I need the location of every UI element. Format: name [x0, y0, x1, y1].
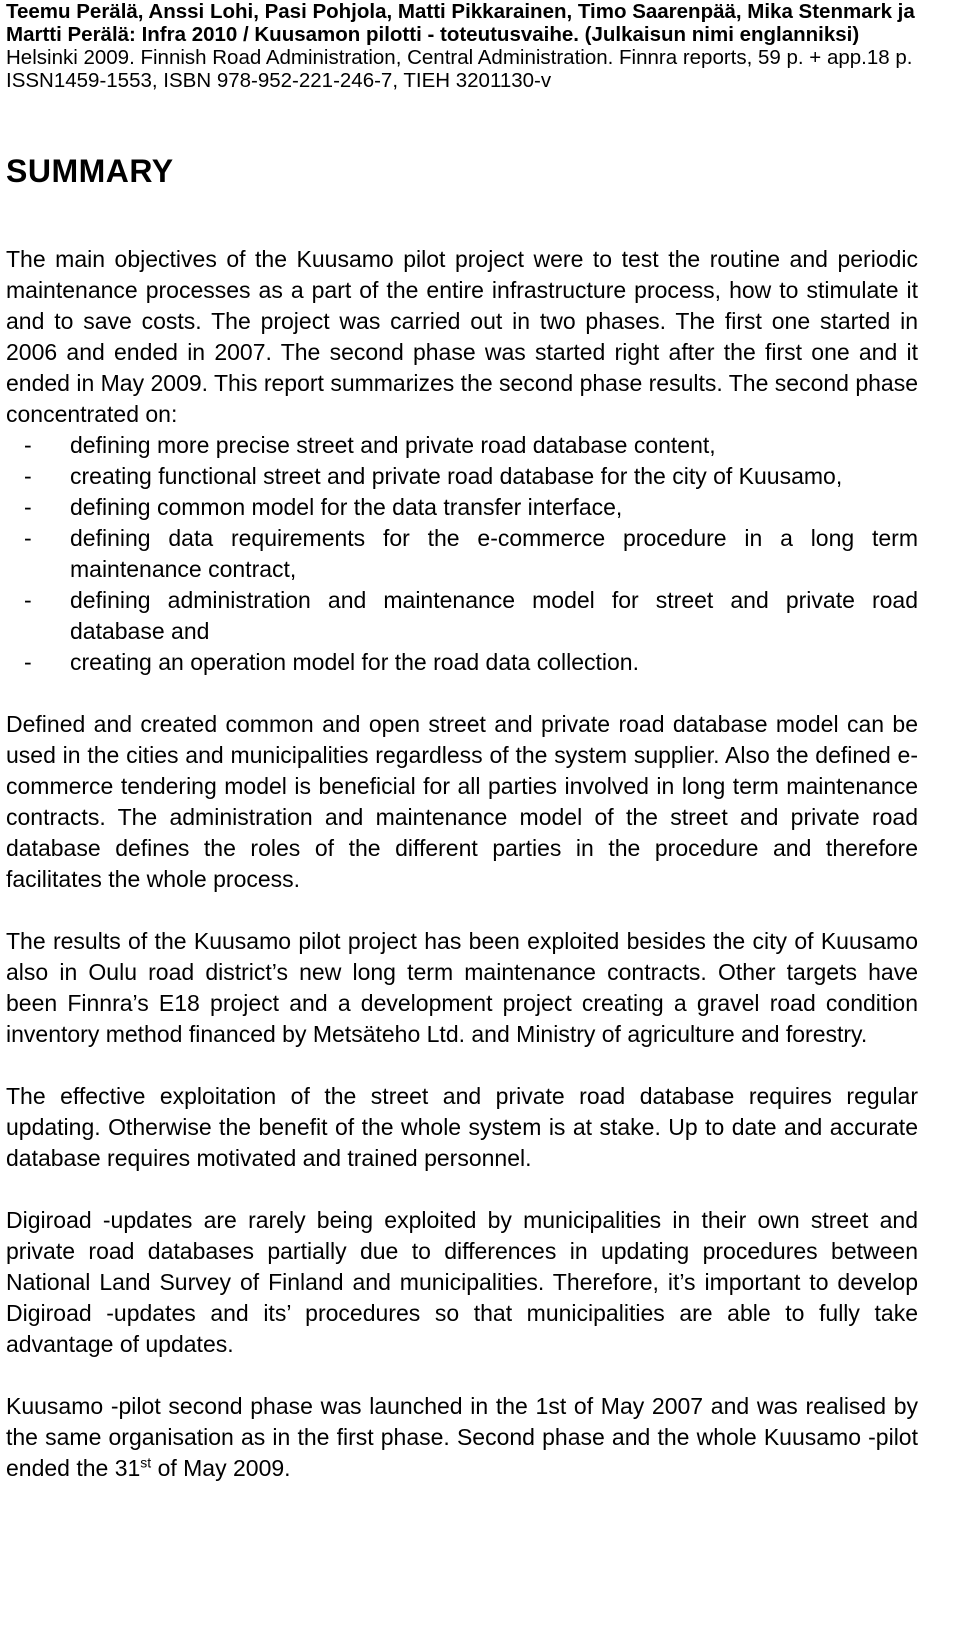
list-item-text: creating an operation model for the road data collection. [70, 649, 639, 675]
list-item [6, 461, 918, 492]
list-item-text: defining data requirements for the e-commerce procedure in a long term maintenance contract, [70, 525, 918, 582]
document-page [6, 0, 919, 1481]
list-item [6, 585, 918, 647]
paragraph-regular-updating: The effective exploitation of the street and private road database requires regular updating. Otherwise the benefit of the whole system is at stake. Up to date and accurate database requires motivated and trained personnel. [6, 1083, 918, 1171]
list-item-text: defining administration and maintenance model for street and private road database and [70, 587, 918, 644]
objectives-list [6, 430, 918, 678]
list-item [6, 430, 918, 461]
list-item-text: creating functional street and private road database for the city of Kuusamo, [70, 463, 843, 489]
paragraph-database-model: Defined and created common and open street and private road database model can be used in the cities and municipalities regardless of the system supplier. Also the defined e-commerce tendering model is beneficial for all parties involved in long term maintenance contracts. The administration and maintenance model of the street and private road database defines the roles of the different parties in the procedure and therefore facilitates the whole process. [6, 711, 918, 892]
paragraph-digiroad-updates: Digiroad -updates are rarely being exploited by municipalities in their own street and private road databases partially due to differences in updating procedures between National Land Survey of Finland and municipalities. Therefore, it’s important to develop Digiroad -updates and its’ procedures so that municipalities are able to fully take advantage of updates. [6, 1207, 918, 1357]
ordinal-suffix: st [140, 1454, 152, 1471]
timeline-text-start: Kuusamo -pilot second phase was launched in the 1st of May 2007 and was realised by the same organisation as in the first phase. Second phase and the whole Kuusamo -pilot ended the 31 [6, 1393, 918, 1481]
intro-paragraph: The main objectives of the Kuusamo pilot project were to test the routine and periodic maintenance processes as a part of the entire infrastructure process, how to stimulate it and to save costs. The project was carried out in two phases. The first one started in 2006 and ended in 2007. The second phase was started right after the first one and it ended in May 2009. This report summarizes the second phase results. The second phase concentrated on: [6, 246, 919, 427]
list-item [6, 523, 918, 585]
citation-block [6, 0, 918, 92]
list-item [6, 647, 918, 678]
list-item-text: defining more precise street and private road database content, [70, 432, 716, 458]
dash-marker: - [24, 525, 32, 551]
dash-marker: - [24, 463, 32, 489]
citation-authors-title: Teemu Perälä, Anssi Lohi, Pasi Pohjola, Matti Pikkarainen, Timo Saarenpää, Mika Stenmark ja Martti Perälä: Infra 2010 / Kuusamon pilotti - toteutusvaihe. (Julkaisun nimi englanniksi) [6, 0, 915, 46]
paragraph-pilot-results: The results of the Kuusamo pilot project has been exploited besides the city of Kuusamo also in Oulu road district’s new long term maintenance contracts. Other targets have been Finnra’s E18 project and a development project creating a gravel road condition inventory method financed by Metsäteho Ltd. and Ministry of agriculture and forestry. [6, 928, 918, 1047]
dash-marker: - [24, 432, 32, 458]
dash-marker: - [24, 587, 32, 613]
summary-body [6, 244, 918, 1484]
timeline-text-end: of May 2009. [151, 1455, 291, 1481]
list-item-text: defining common model for the data transfer interface, [70, 494, 623, 520]
citation-publication-details: Helsinki 2009. Finnish Road Administration, Central Administration. Finnra reports, 59 p. + app.18 p. ISSN1459-1553, ISBN 978-952-221-246-7, TIEH 3201130-v [6, 46, 913, 92]
dash-marker: - [24, 649, 32, 675]
summary-heading: SUMMARY [6, 153, 174, 189]
list-item [6, 492, 918, 523]
paragraph-second-phase-timeline [6, 1391, 918, 1484]
dash-marker: - [24, 494, 32, 520]
